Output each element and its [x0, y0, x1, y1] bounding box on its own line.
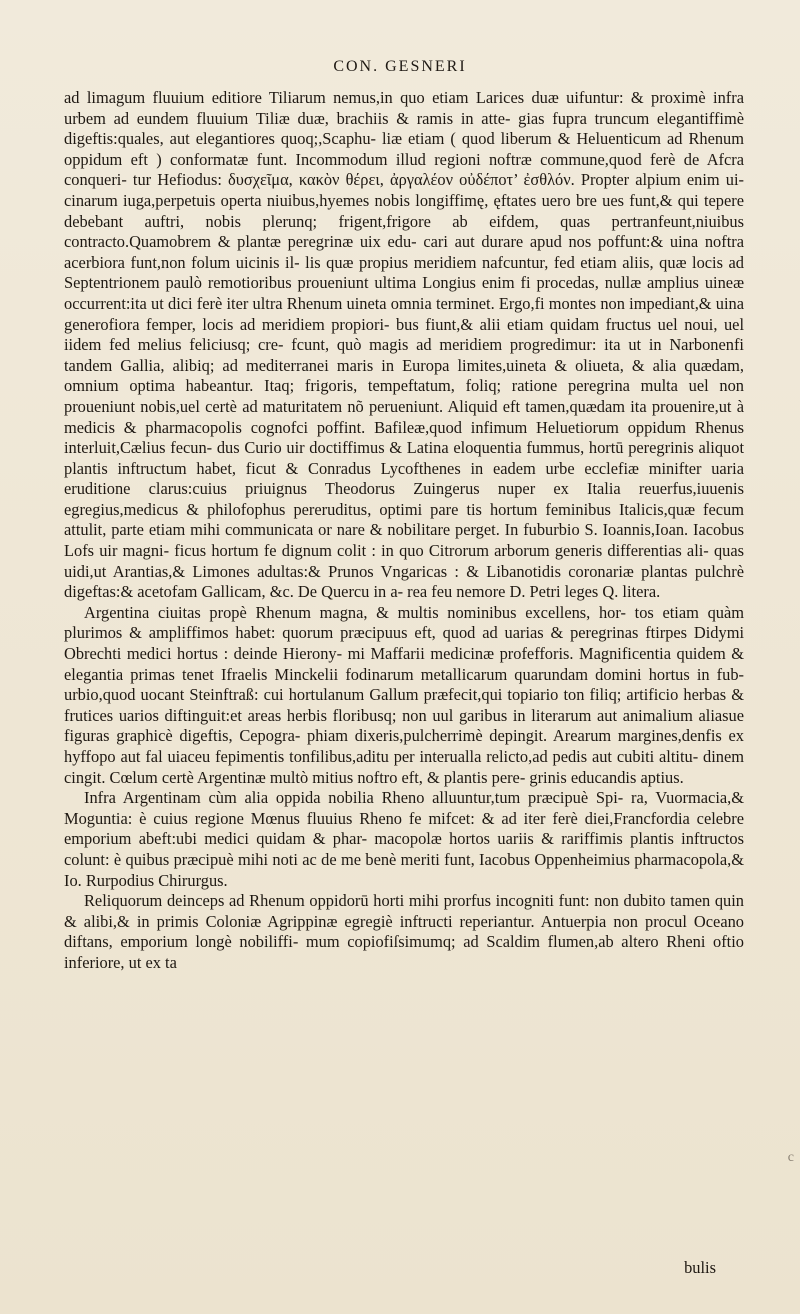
paragraph-4: Reliquorum deinceps ad Rhenum oppidorū horti mihi prorfus incogniti funt: non dubito tamen quin & alibi,& in primis Coloniæ Agrippinæ egregiè inftructi reperiantur. Antuerpia non procul Oceano diftans, emporium longè nobiliffi- mum copiofiſsimumq; ad Scaldim flumen,ab altero Rheni oftio inferiore, ut ex ta: [64, 891, 744, 972]
paragraph-2: Argentina ciuitas propè Rhenum magna, & multis nominibus excellens, hor- tos etiam quàm plurimos & ampliffimos habet: quorum præcipuus eft, quod ad uarias & peregrinas ftirpes Didymi Obrechti medici hortus : deinde Hierony- mi Maffarii medicinæ profefforis. Magnificentia quidem & elegantia primas tenet Ifraelis Minckelii fodinarum metallicarum quarundam domini hortus in fub- urbio,quod uocant Steinftraß: cui hortulanum Gallum præfecit,qui topiario ton filiq; artificio herbas & frutices uarios diftinguit:et areas herbis floribusq; non uul garibus in literarum aut animalium aliasue figuras graphicè digeftis, Cepogra- phiam dixeris,pulcherrimè depingit. Arearum margines,denfis ex hyffopo aut fal uiaceu fepimentis tonfilibus,aditu per interualla relicto,ad pedis aut cubiti altitu- dinem cingit. Cœlum certè Argentinæ multò mitius noftro eft, & plantis pere- grinis educandis aptius.: [64, 602, 744, 787]
paragraph-1: ad limagum fluuium editiore Tiliarum nemus,in quo etiam Larices duæ uifuntur: & proximè infra urbem ad eundem fluuium Tiliæ duæ, brachiis & ramis in atte- gias fupra truncum elegantiffimè digeftis:quales, aut elegantiores quoq;,Scaphu- liæ etiam ( quod liberum & Heluenticum ad Rhenum oppidum eft ) conformatæ funt. Incommodum illud regioni noftræ commune,quod ferè de Afcra conqueri- tur Hefiodus: δυσχεῖμα, κακὸν θέρει, ἀργαλέον οὐδέποτ’ ἐσθλόν. Propter alpium enim ui- cinarum iuga,perpetuis operta niuibus,hyemes nobis longiffimę, ęftates uero bre ues funt,& qui tepere debebant auftri, nobis plerunq; frigent,frigore ab eifdem, quas pertranfeunt,niuibus contracto.Quamobrem & plantæ peregrinæ uix edu- cari aut durare apud nos poffunt:& uina noftra acerbiora funt,non folum uicinis il- lis quæ propius meridiem nafcuntur, fed etiam aliis, quæ locis ad Septentrionem paulò remotioribus proueniunt ultima Longius enim fi procedas, nullæ amplius uineæ occurrent:ita ut dici ferè iter ultra Rhenum uineta omnia terminet. Ergo,fi montes non impediant,& uina generofiora femper, locis ad meridiem propiori- bus fiunt,& alii etiam quidam fructus uel noui, uel iidem fed melius feliciusq; cre- fcunt, quò magis ad meridiem progredimur: ita ut in Narbonenfi tandem Gallia, alibiq; ad mediterranei maris in Europa limites,uineta & oliueta, & alia quædam, omnium optima habeantur. Itaq; frigoris, tempeftatum, foliq; ratione peregrina multa uel non proueniunt nobis,uel certè ad maturitatem nõ perueniunt. Aliquid eft tamen,quædam ita prouenire,ut à medicis & pharmacopolis cognofci poffint. Bafileæ,quod infimum Heluetiorum oppidum Rhenus interluit,Cælius fecun- dus Curio uir doctiffimus & Latina eloquentia fummus, hortū peregrinis aliquot plantis inftructum habet, ficut & Conradus Lycofthenes in eadem urbe ecclefiæ minifter uaria eruditione clarus:cuius priuignus Theodorus Zuingerus nuper ex Italia reuerfus,iuuenis egregius,medicus & philofophus pereruditus, optimi pare tis hortum feminibus Italicis,quæ fecum attulit, parte etiam mihi communicata or nare & nobilitare perget. In fuburbio S. Ioannis,Ioan. Iacobus Lofs uir magni- ficus hortum fe dignum colit : in quo Citrorum arborum generis differentias ali- quas uidi,ut Arantias,& Limones adultas:& Prunos Vngaricas : & Libanotidis coronariæ plantas pulchrè digeftas:& acetofam Gallicam, &c. De Quercu in a- rea feu nemore D. Petri leges Q. litera.: [64, 88, 744, 602]
catchword: bulis: [684, 1258, 716, 1277]
margin-mark: c: [787, 1150, 794, 1165]
running-header: CON. GESNERI: [333, 58, 467, 75]
body-text: [64, 88, 744, 974]
paragraph-3: Infra Argentinam cùm alia oppida nobilia Rheno alluuntur,tum præcipuè Spi- ra, Vuormacia,& Moguntia: è cuius regione Mœnus fluuius Rheno fe mifcet: & ad iter ferè diei,Francfordia celebre emporium abeft:ubi medici quidam & phar- macopolæ hortos uariis & rariffimis plantis inftructos colunt: è quibus præcipuè mihi noti ac de me benè meriti funt, Iacobus Oppenheimius pharmacopola,& Io. Rurpodius Chirurgus.: [64, 788, 744, 890]
